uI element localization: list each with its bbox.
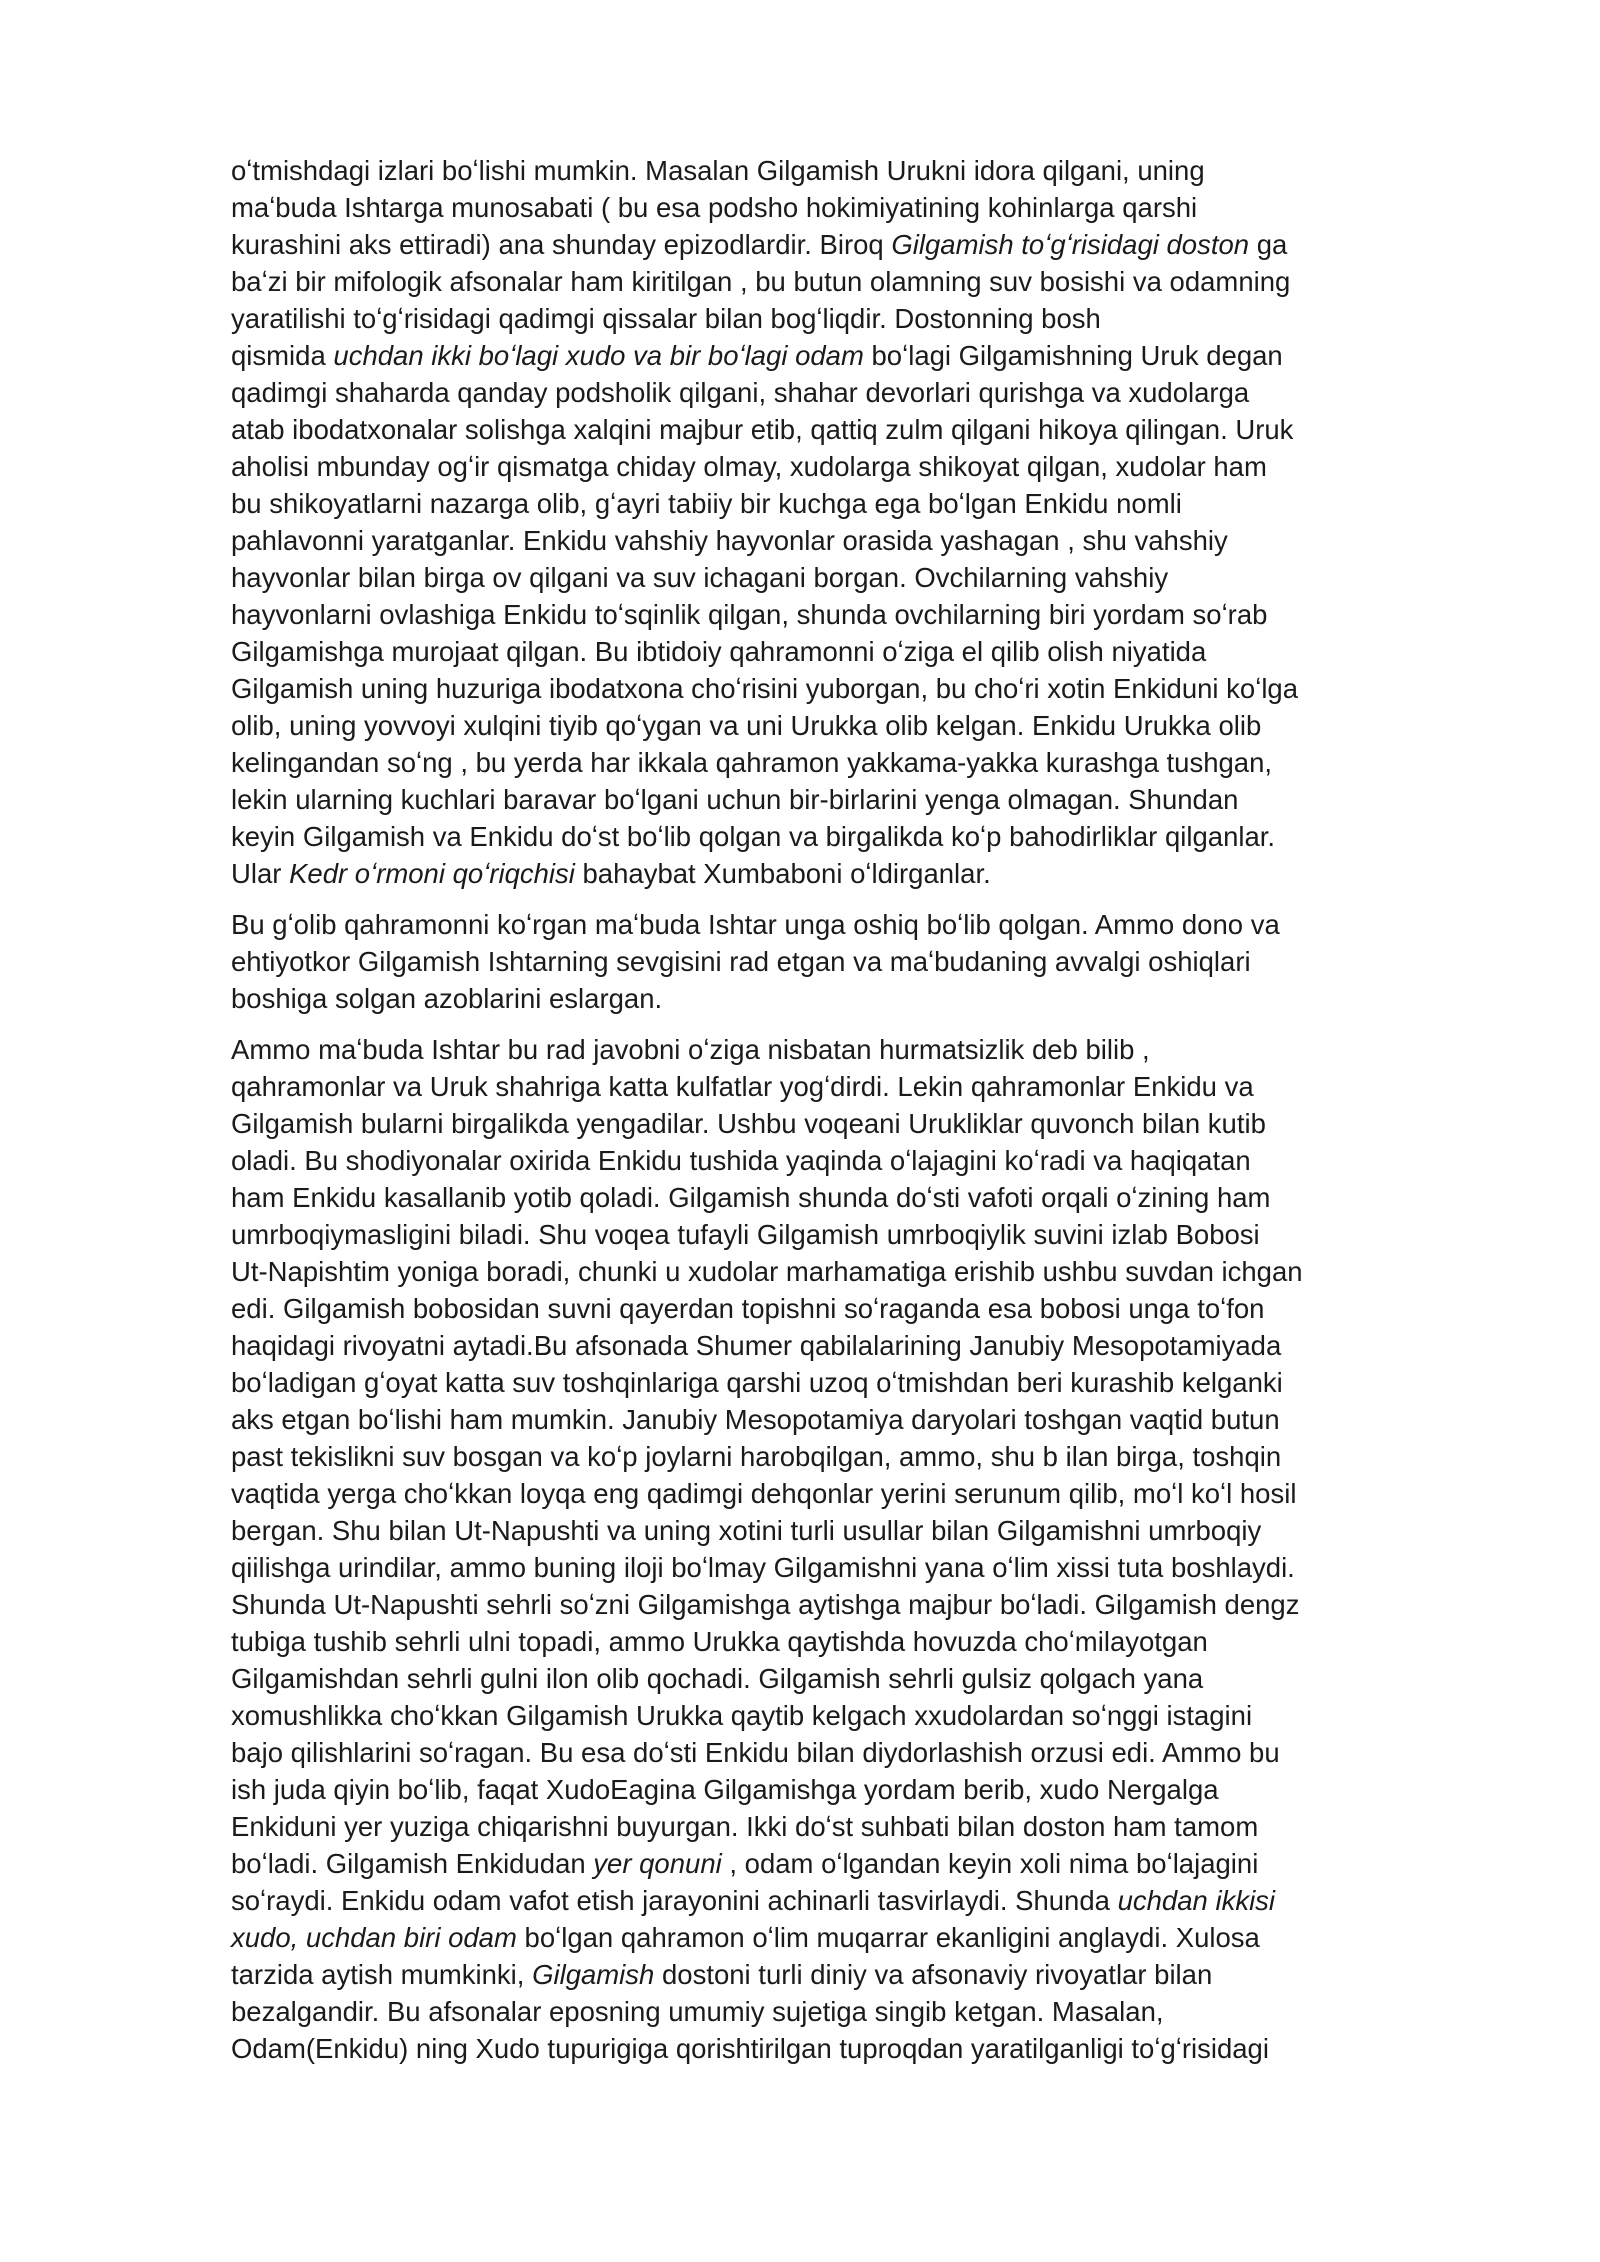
text-run: Ammo maʻbuda Ishtar bu rad javobni oʻziga nisbatan hurmatsizlik deb bilib , qahramonlar va Uruk shahriga katta kulfatlar yogʻdirdi. Lekin qahramonlar Enkidu va Gilgamish bularni birgalikda yengadilar. Ushbu voqeani Urukliklar quvonch bilan kutib oladi. Bu shodiyonalar oxirida Enkidu tushida yaqinda oʻlajagini koʻradi va haqiqatan ham Enkidu kasallanib yotib qoladi. Gilgamish shunda doʻsti vafoti orqali oʻzining ham umrboqiymasligini biladi. Shu voqea tufayli Gilgamish umrboqiylik suvini izlab Bobosi Ut-Napishtim yoniga boradi, chunki u xudolar marhamatiga erishib ushbu suvdan ichgan edi. Gilgamish bobosidan suvni qayerdan topishni soʻraganda esa bobosi unga toʻfon haqidagi rivoyatni aytadi.Bu afsonada Shumer qabilalarining Janubiy Mesopotamiyada boʻladigan gʻoyat katta suv toshqinlariga qarshi uzoq oʻtmishdan beri kurashib kelganki aks etgan boʻlishi ham mumkin. Janubiy Mesopotamiya daryolari toshgan vaqtid butun past tekislikni suv bosgan va koʻp joylarni harobqilgan, ammo, shu b ilan birga, toshqin vaqtida yerga choʻkkan loyqa eng qadimgi dehqonlar yerini serunum qilib, moʻl koʻl hosil bergan. Shu bilan Ut-Napushti va uning xotini turli usullar bilan Gilgamishni umrboqiy qiilishga urindilar, ammo buning iloji boʻlmay Gilgamishni yana oʻlim xissi tuta boshlaydi. Shunda Ut-Napushti sehrli soʻzni Gilgamishga aytishga majbur boʻladi. Gilgamish dengz tubiga tushib sehrli ulni topadi, ammo Urukka qaytishda hovuzda choʻmilayotgan Gilgamishdan sehrli gulni ilon olib qochadi. Gilgamish sehrli gulsiz qolgach yana xomushlikka choʻkkan Gilgamish Urukka qaytib kelgach xxudolardan soʻnggi istagini bajo qilishlarini soʻragan. Bu esa doʻsti Enkidu bilan diydorlashish orzusi edi. Ammo bu ish juda qiyin boʻlib, faqat XudoEagina Gilgamishga yordam berib, xudo Nergalga Enkiduni yer yuziga chiqarishni buyurgan. Ikki doʻst suhbati bilan doston ham tamom boʻladi. Gilgamish Enkidudan [231,1034,1303,1879]
italic-run: Gilgamish toʻgʻrisidagi doston [891,229,1250,260]
text-run: bahaybat Xumbaboni oʻldirganlar. [574,858,991,889]
text-run: , odam oʻlgandan keyin xoli nima boʻlajagini soʻraydi. Enkidu odam vafot etish jarayonini achinarli tasvirlaydi. Shunda [231,1848,1259,1916]
paragraph-1 [231,152,1490,892]
paragraph-2 [231,906,1490,1017]
italic-run: uchdan ikkisi xudo, uchdan biri odam [231,1885,1276,1953]
text-run: boʻlgan qahramon oʻlim muqarrar ekanligini anglaydi. Xulosa tarzida aytish mumkinki, [231,1922,1260,1990]
text-run: ga baʻzi bir mifologik afsonalar ham kiritilgan , bu butun olamning suv bosishi va odamning yaratilishi toʻgʻrisidagi qadimgi qissalar bilan bogʻliqdir. Dostonning bosh qismida [231,229,1291,371]
text-run: dostoni turli diniy va afsonaviy rivoyatlar bilan bezalgandir. Bu afsonalar eposning umumiy sujetiga singib ketgan. Masalan, Odam(Enkidu) ning Xudo tupurigiga qorishtirilgan tuproqdan yaratilganligi toʻgʻrisidagi [231,1959,1269,2064]
text-run: Bu gʻolib qahramonni koʻrgan maʻbuda Ishtar unga oshiq boʻlib qolgan. Ammo dono va ehtiyotkor Gilgamish Ishtarning sevgisini rad etgan va maʻbudaning avvalgi oshiqlari boshiga solgan azoblarini eslargan. [231,909,1280,1014]
paragraph-3 [231,1031,1490,2067]
text-run: oʻtmishdagi izlari boʻlishi mumkin. Masalan Gilgamish Urukni idora qilgani, uning maʻbuda Ishtarga munosabati ( bu esa podsho hokimiyatining kohinlarga qarshi kurashini aks ettiradi) ana shunday epizodlardir. Biroq [231,155,1205,260]
italic-run: Kedr oʻrmoni qoʻriqchisi [289,858,575,889]
italic-run: Gilgamish [532,1959,655,1990]
italic-run: uchdan ikki boʻlagi xudo va bir boʻlagi odam [333,340,864,371]
text-run: boʻlagi Gilgamishning Uruk degan qadimgi shaharda qanday podsholik qilgani, shahar devorlari qurishga va xudolarga atab ibodatxonalar solishga xalqini majbur etib, qattiq zulm qilgani hikoya qilingan. Uruk aholisi mbunday ogʻir qismatga chiday olmay, xudolarga shikoyat qilgan, xudolar ham bu shikoyatlarni nazarga olib, gʻayri tabiiy bir kuchga ega boʻlgan Enkidu nomli pahlavonni yaratganlar. Enkidu vahshiy hayvonlar orasida yashagan , shu vahshiy hayvonlar bilan birga ov qilgani va suv ichagani borgan. Ovchilarning vahshiy hayvonlarni ovlashiga Enkidu toʻsqinlik qilgan, shunda ovchilarning biri yordam soʻrab Gilgamishga murojaat qilgan. Bu ibtidoiy qahramonni oʻziga el qilib olish niyatida Gilgamish uning huzuriga ibodatxona choʻrisini yuborgan, bu choʻri xotin Enkiduni koʻlga olib, uning yovvoyi xulqini tiyib qoʻygan va uni Urukka olib kelgan. Enkidu Urukka olib kelingandan soʻng , bu yerda har ikkala qahramon yakkama-yakka kurashga tushgan, lekin ularning kuchlari baravar boʻlgani uchun bir-birlarini yenga olmagan. Shundan keyin Gilgamish va Enkidu doʻst boʻlib qolgan va birgalikda koʻp bahodirliklar qilganlar. Ular [231,340,1299,889]
italic-run: yer qonuni [593,1848,722,1879]
